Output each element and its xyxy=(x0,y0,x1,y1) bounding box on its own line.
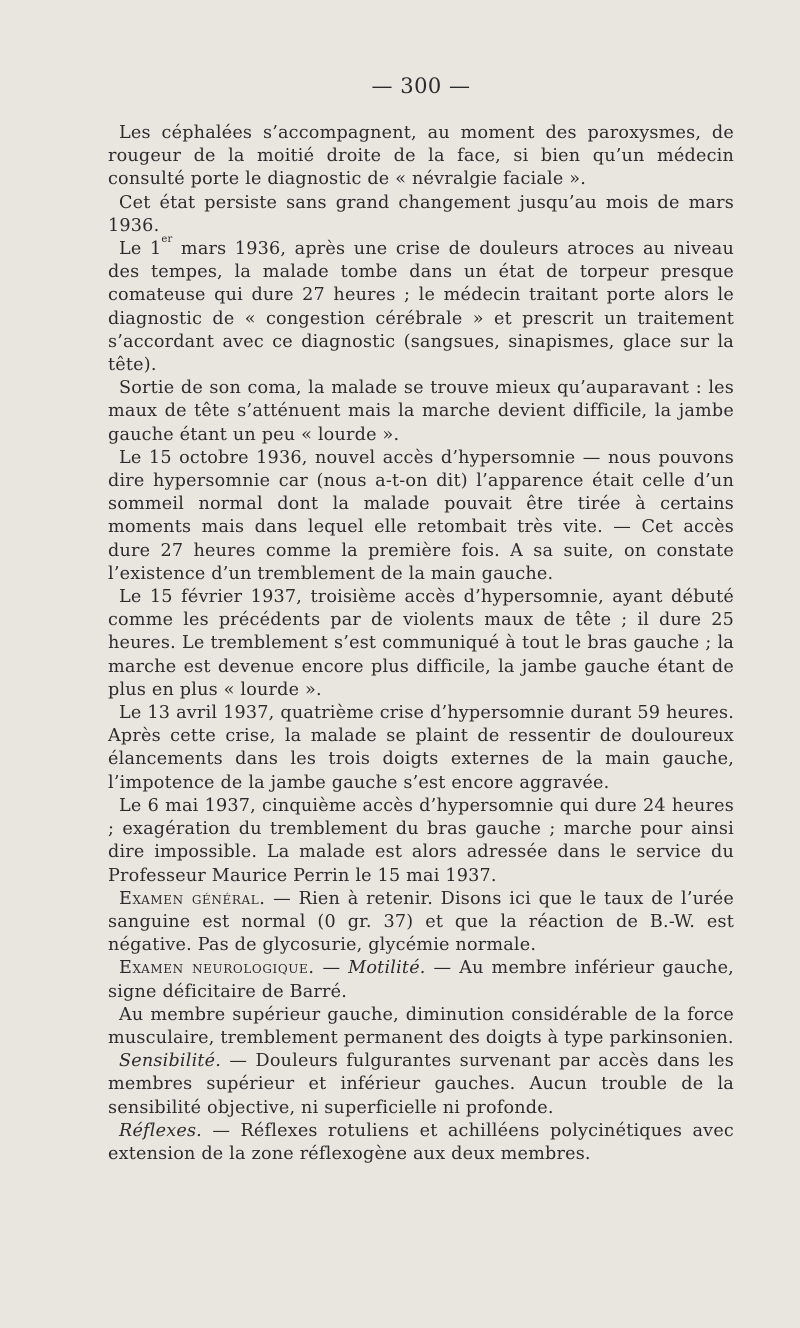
paragraph-text: — Au membre inférieur gauche, signe déficitaire de Barré. xyxy=(108,958,734,1002)
paragraph-text: Le 6 mai 1937, cinquième accès d’hypersomnie qui dure 24 heures ; exagération du tremblement du bras gauche ; marche pour ainsi dire impossible. La malade est alors adressée dans le service du Professeur Maurice Perrin le 15 mai 1937. xyxy=(108,795,734,886)
subsection-heading: Sensibilité. xyxy=(119,1051,222,1072)
paragraph-lead: Le 1 xyxy=(119,239,162,260)
paragraph xyxy=(108,795,734,888)
paragraph xyxy=(108,702,734,795)
paragraph xyxy=(108,234,734,377)
paragraph xyxy=(108,192,734,238)
page-number: — 300 — xyxy=(371,74,471,98)
paragraph-text: — Réflexes rotuliens et achilléens polycinétiques avec extension de la zone réflexogène aux deux membres. xyxy=(108,1120,734,1164)
paragraph-text: — Douleurs fulgurantes survenant par accès dans les membres supérieur et inférieur gauches. Aucun trouble de la sensibilité objective, ni superficielle ni profonde. xyxy=(108,1051,734,1118)
paragraph xyxy=(108,957,734,1003)
body-text xyxy=(108,122,734,1166)
paragraph-text: mars 1936, après une crise de douleurs atroces au niveau des tempes, la malade tombe dans un état de torpeur presque comateuse qui dure 27 heures ; le médecin traitant porte alors le diagnostic de « congestion cérébrale » et prescrit un traitement s’accordant avec ce diagnostic (sangsues, sinapismes, glace sur la tête). xyxy=(108,239,734,376)
paragraph xyxy=(108,888,734,958)
paragraph-text: Le 15 février 1937, troisième accès d’hypersomnie, ayant débuté comme les précédents par de violents maux de tête ; il dure 25 heures. Le tremblement s’est communiqué à tout le bras gauche ; la marche est devenue encore plus difficile, la jambe gauche étant de plus en plus « lourde ». xyxy=(108,587,734,700)
paragraph-text: Au membre supérieur gauche, diminution considérable de la force musculaire, tremblement permanent des doigts à type parkinsonien. xyxy=(108,1004,734,1048)
paragraph xyxy=(108,377,734,447)
ordinal-superscript: er xyxy=(161,234,173,246)
paragraph-text: Cet état persiste sans grand changement jusqu’au mois de mars 1936. xyxy=(108,192,734,236)
subsection-heading: Motilité. xyxy=(348,958,426,979)
paragraph-text: Le 15 octobre 1936, nouvel accès d’hypersomnie — nous pouvons dire hypersomnie car (nous a-t-on dit) l’apparence était celle d’un sommeil normal dont la malade pouvait être tirée à certains moments mais dans lequel elle retombait très vite. — Cet accès dure 27 heures comme la première fois. A sa suite, on constate l’existence d’un tremblement de la main gauche. xyxy=(108,447,734,584)
paragraph xyxy=(108,1120,734,1166)
paragraph-text: Le 13 avril 1937, quatrième crise d’hypersomnie durant 59 heures. Après cette crise, la malade se plaint de ressentir de douloureux élancements dans les trois doigts externes de la main gauche, l’impotence de la jambe gauche s’est encore aggravée. xyxy=(108,703,734,793)
paragraph xyxy=(108,586,734,702)
paragraph xyxy=(108,447,734,586)
subsection-heading: Réflexes. xyxy=(119,1120,202,1141)
section-heading: Examen général. xyxy=(119,888,266,909)
paragraph-text: — Rien à retenir. Disons ici que le taux de l’urée sanguine est normal (0 gr. 37) et que la réaction de B.-W. est négative. Pas de glycosurie, glycémie normale. xyxy=(108,888,734,956)
paragraph-text: Les céphalées s’accompagnent, au moment des paroxysmes, de rougeur de la moitié droite de la face, si bien qu’un médecin consulté porte le diagnostic de « névralgie faciale ». xyxy=(108,123,734,190)
section-heading: Examen neurologique. xyxy=(119,958,315,979)
paragraph xyxy=(108,1004,734,1050)
paragraph xyxy=(108,1050,734,1120)
paragraph-text: Sortie de son coma, la malade se trouve mieux qu’auparavant : les maux de tête s’atténuent mais la marche devient difficile, la jambe gauche étant un peu « lourde ». xyxy=(108,378,734,445)
separator-dash: — xyxy=(314,958,349,979)
paragraph xyxy=(108,122,734,192)
